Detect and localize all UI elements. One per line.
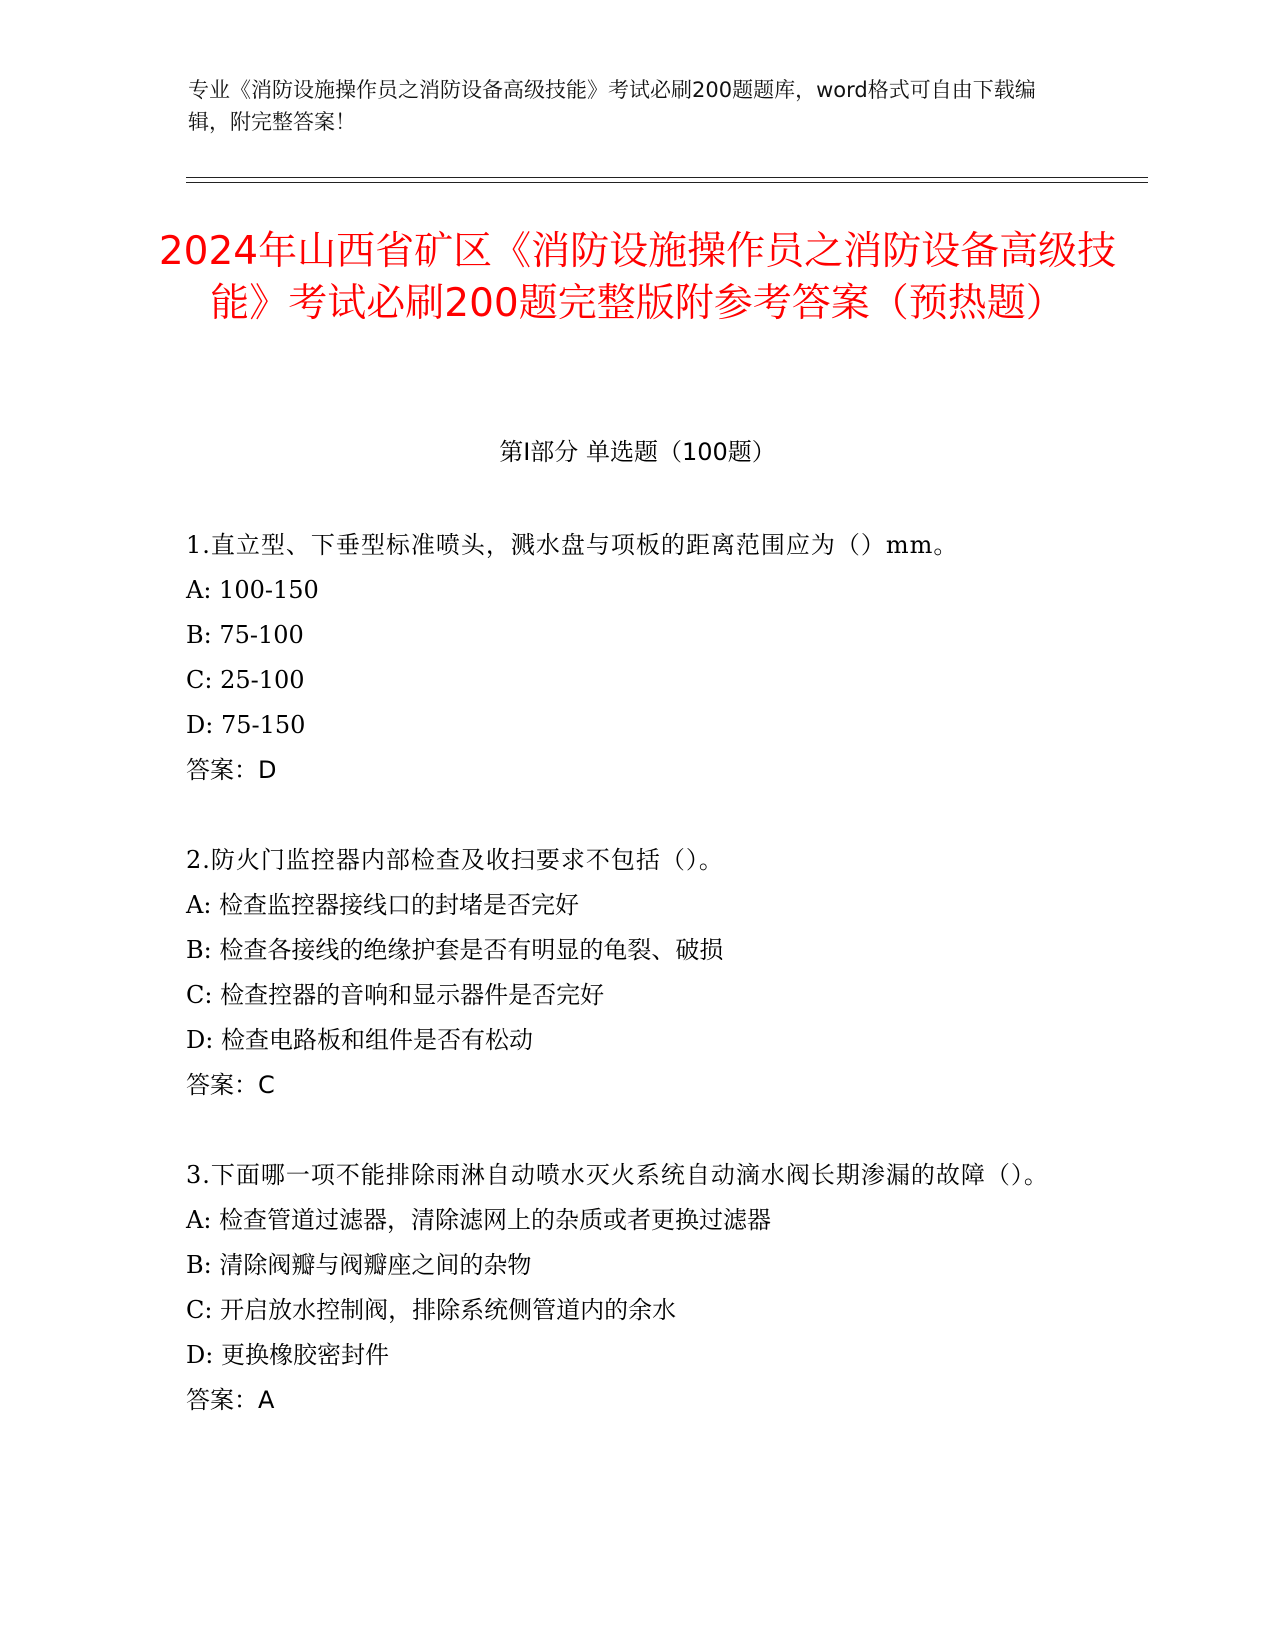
option-d: D: 更换橡胶密封件: [186, 1341, 389, 1369]
option-a: A: 检查管道过滤器，清除滤网上的杂质或者更换过滤器: [186, 1206, 772, 1234]
answer-line: 答案：A: [186, 1386, 275, 1414]
header-divider-top: [186, 177, 1148, 178]
header-divider-bottom: [186, 182, 1148, 183]
section-heading: 第Ⅰ部分 单选题（100题）: [499, 438, 776, 466]
question-stem: 2.防火门监控器内部检查及收扫要求不包括（）。: [186, 846, 724, 874]
question-list: [186, 523, 1086, 1468]
option-c: C: 检查控器的音响和显示器件是否完好: [186, 981, 605, 1009]
header-note: 专业《消防设施操作员之消防设备高级技能》考试必刷200题题库，word格式可自由下载编辑，附完整答案！: [188, 78, 1036, 134]
answer-line: 答案：D: [186, 756, 277, 784]
option-c: C: 25-100: [186, 666, 305, 694]
question-3: [186, 1153, 1086, 1423]
option-b: B: 清除阀瓣与阀瓣座之间的杂物: [186, 1251, 532, 1279]
question-2: [186, 838, 1086, 1108]
question-stem: 1.直立型、下垂型标准喷头，溅水盘与项板的距离范围应为（）mm。: [186, 531, 959, 559]
answer-line: 答案：C: [186, 1071, 275, 1099]
option-d: D: 检查电路板和组件是否有松动: [186, 1026, 533, 1054]
option-a: A: 检查监控器接线口的封堵是否完好: [186, 891, 580, 919]
question-1: [186, 523, 1086, 793]
question-stem: 3.下面哪一项不能排除雨淋自动喷水灭火系统自动滴水阀长期渗漏的故障（）。: [186, 1161, 1049, 1189]
option-b: B: 检查各接线的绝缘护套是否有明显的龟裂、破损: [186, 936, 724, 964]
option-c: C: 开启放水控制阀，排除系统侧管道内的余水: [186, 1296, 677, 1324]
document-title: 2024年山西省矿区《消防设施操作员之消防设备高级技能》考试必刷200题完整版附参考答案（预热题）: [158, 229, 1117, 326]
option-a: A: 100-150: [186, 576, 319, 604]
option-b: B: 75-100: [186, 621, 304, 649]
option-d: D: 75-150: [186, 711, 306, 739]
